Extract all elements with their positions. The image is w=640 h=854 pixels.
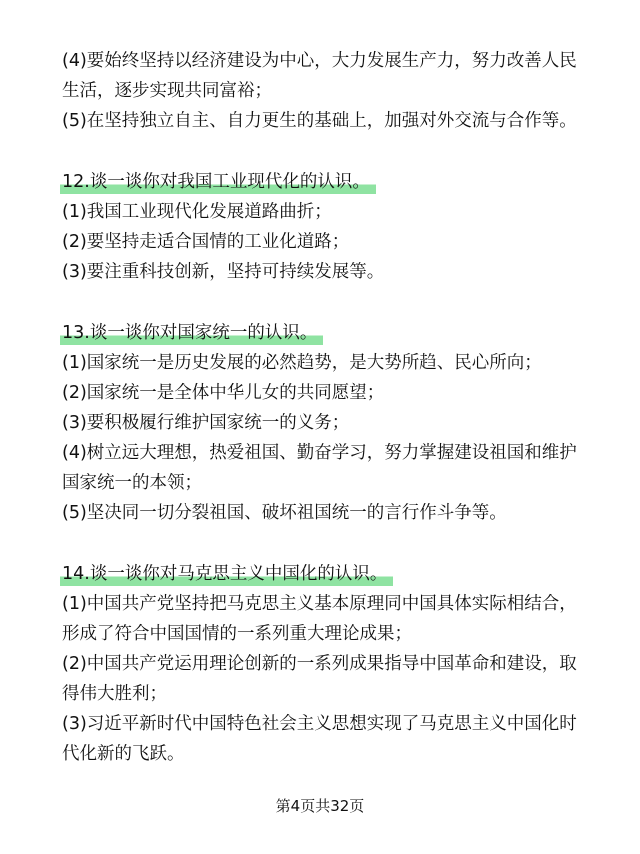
- answer-line: (3)习近平新时代中国特色社会主义思想实现了马克思主义中国化时: [62, 714, 577, 734]
- question-title: 14.谈一谈你对马克思主义中国化的认识。: [60, 559, 393, 589]
- answer-line: 形成了符合中国国情的一系列重大理论成果；: [62, 624, 412, 644]
- question-12: [62, 167, 606, 287]
- answer-line: (1)我国工业现代化发展道路曲折；: [62, 202, 332, 222]
- answer-line: 代化新的飞跃。: [62, 744, 185, 764]
- answer-line: (3)要积极履行维护国家统一的义务；: [62, 413, 350, 433]
- answer-line: (2)要坚持走适合国情的工业化道路；: [62, 232, 350, 252]
- question-title: 13.谈一谈你对国家统一的认识。: [60, 318, 323, 348]
- question-title: 12.谈一谈你对我国工业现代化的认识。: [60, 167, 376, 197]
- answer-line: (2)中国共产党运用理论创新的一系列成果指导中国革命和建设，取: [62, 654, 577, 674]
- question-13: [62, 318, 606, 528]
- text-line: (4)要始终坚持以经济建设为中心，大力发展生产力，努力改善人民: [62, 51, 577, 71]
- text-line: 生活，逐步实现共同富裕；: [62, 81, 272, 101]
- answer-line: 得伟大胜利；: [62, 684, 167, 704]
- answer-line: (1)中国共产党坚持把马克思主义基本原理同中国具体实际相结合，: [62, 594, 577, 614]
- text-line: (5)在坚持独立自主、自力更生的基础上，加强对外交流与合作等。: [62, 111, 577, 131]
- page-number: 第4页共32页: [275, 797, 365, 815]
- question-14: [62, 559, 606, 769]
- answer-line: (5)坚决同一切分裂祖国、破坏祖国统一的言行作斗争等。: [62, 503, 507, 523]
- answer-line: (3)要注重科技创新，坚持可持续发展等。: [62, 262, 385, 282]
- answer-line: 国家统一的本领；: [62, 473, 202, 493]
- intro-block: [62, 46, 606, 136]
- answer-line: (1)国家统一是历史发展的必然趋势，是大势所趋、民心所向；: [62, 353, 542, 373]
- answer-line: (2)国家统一是全体中华儿女的共同愿望；: [62, 383, 385, 403]
- answer-line: (4)树立远大理想，热爱祖国、勤奋学习，努力掌握建设祖国和维护: [62, 443, 577, 463]
